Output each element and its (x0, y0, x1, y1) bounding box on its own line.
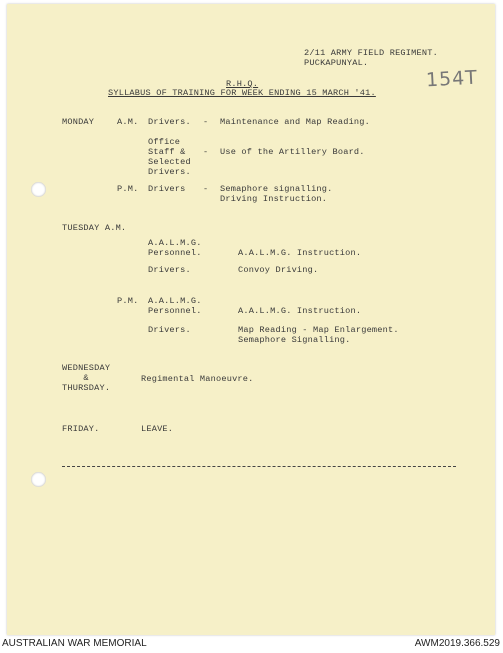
punch-hole (31, 472, 46, 487)
monday-group-drivers-pm: Drivers (148, 184, 186, 194)
document-page (7, 4, 495, 635)
closing-rule (62, 466, 456, 467)
footer-accession-number: AWM2019.366.529 (414, 638, 500, 649)
tuesday-pm-activity-aalmg: A.A.L.M.G. Instruction. (238, 306, 362, 316)
day-monday: MONDAY (62, 117, 95, 127)
day-tuesday: TUESDAY A.M. (62, 223, 127, 233)
monday-activity-semaphore: Semaphore signalling. Driving Instruction. (220, 184, 333, 204)
tuesday-activity-aalmg: A.A.L.M.G. Instruction. (238, 248, 362, 258)
tuesday-group-aalmg: A.A.L.M.G. Personnel. (148, 238, 202, 258)
friday-activity: LEAVE. (141, 424, 174, 434)
punch-hole (31, 182, 46, 197)
unit-location: PUCKAPUNYAL. (304, 58, 369, 68)
day-friday: FRIDAY. (62, 424, 100, 434)
handwritten-reference: 154T (425, 66, 479, 92)
tuesday-group-drivers: Drivers. (148, 265, 191, 275)
monday-group-office-staff: Office Staff & Selected Drivers. (148, 137, 191, 177)
day-wednesday-thursday: WEDNESDAY & THURSDAY. (62, 363, 111, 393)
tuesday-pm-activity-map: Map Reading - Map Enlargement. Semaphore Signalling. (238, 325, 399, 345)
monday-am-label: A.M. (117, 117, 139, 127)
tuesday-pm-group-drivers: Drivers. (148, 325, 191, 335)
dash: - (203, 184, 209, 194)
tuesday-pm-group-aalmg: A.A.L.M.G. Personnel. (148, 296, 202, 316)
monday-group-drivers: Drivers. (148, 117, 191, 127)
dash: - (203, 117, 209, 127)
wednesday-thursday-activity: Regimental Manoeuvre. (141, 374, 254, 384)
document-title: SYLLABUS OF TRAINING FOR WEEK ENDING 15 MARCH '41. (108, 88, 376, 98)
monday-activity-artillery-board: Use of the Artillery Board. (220, 147, 365, 157)
dash: - (203, 147, 209, 157)
unit-name: 2/11 ARMY FIELD REGIMENT. (304, 48, 438, 58)
tuesday-activity-convoy: Convoy Driving. (238, 265, 319, 275)
footer-institution: AUSTRALIAN WAR MEMORIAL (2, 638, 147, 649)
monday-activity-maintenance: Maintenance and Map Reading. (220, 117, 370, 127)
document-code: R.H.Q. (226, 79, 259, 89)
monday-pm-label: P.M. (117, 184, 139, 194)
tuesday-pm-label: P.M. (117, 296, 139, 306)
